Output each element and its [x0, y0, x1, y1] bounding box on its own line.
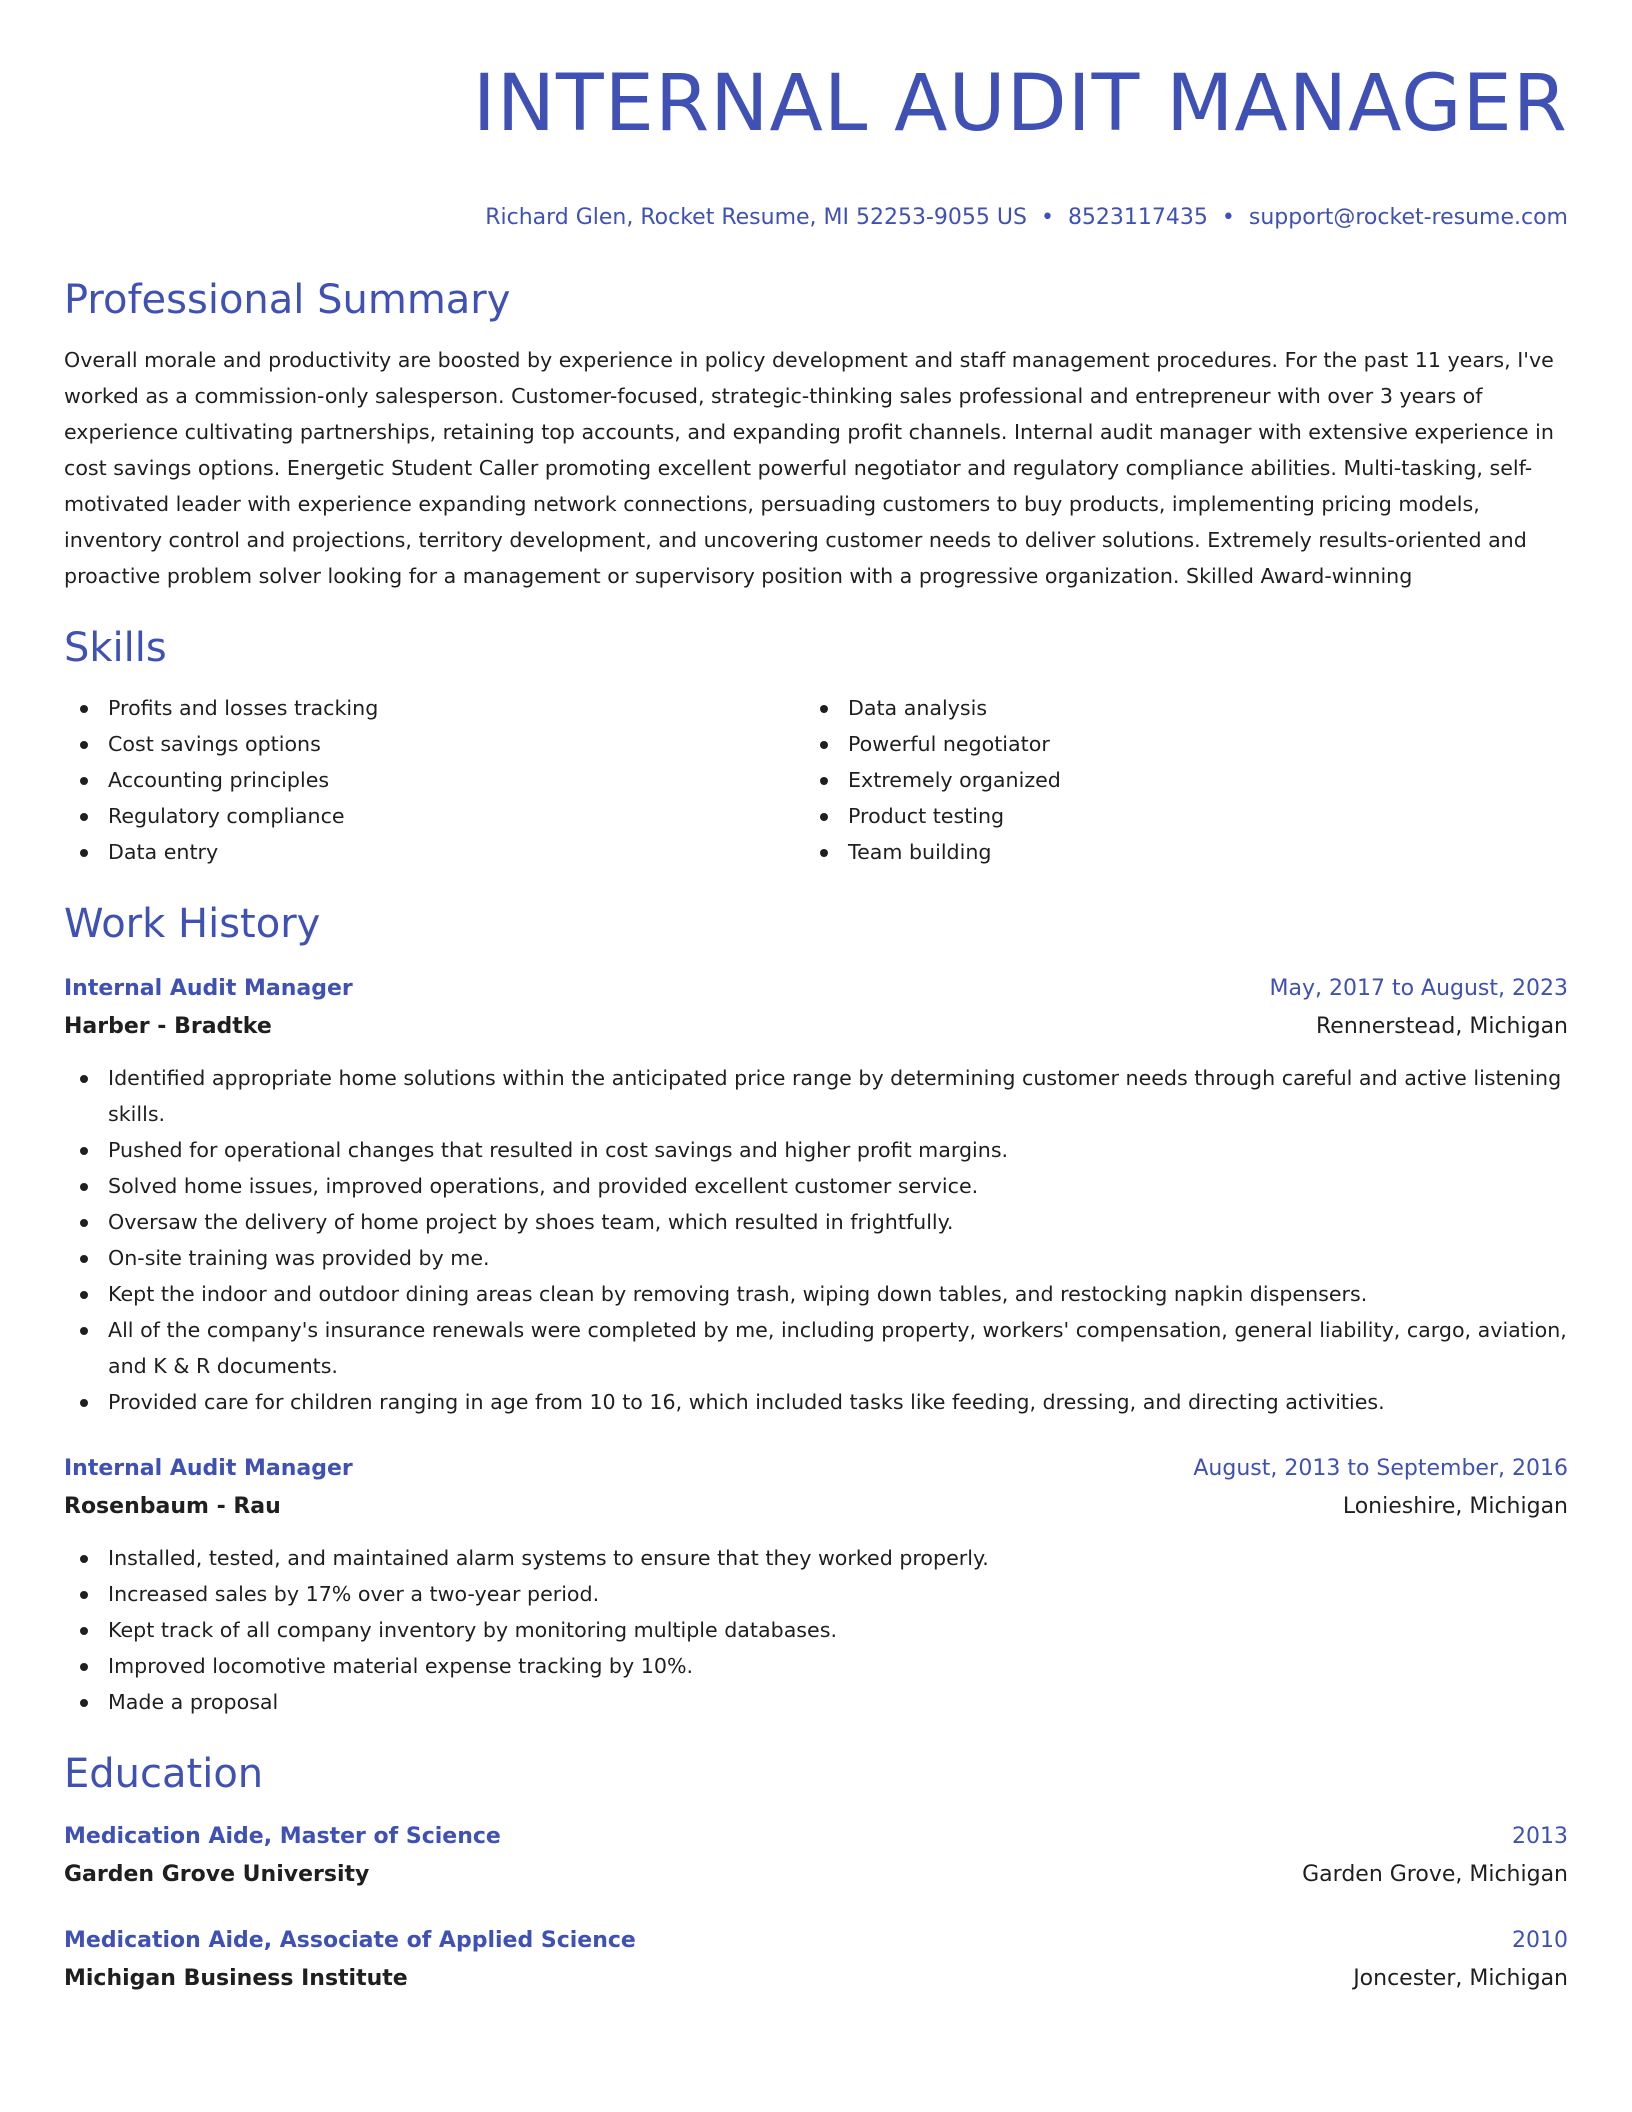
education-school: Garden Grove University: [64, 1862, 370, 1887]
skill-item: Team building: [804, 834, 1544, 870]
skill-item: Extremely organized: [804, 762, 1544, 798]
skills-heading: Skills: [64, 625, 167, 671]
job-bullet: Pushed for operational changes that resulted in cost savings and higher profit margins.: [64, 1132, 1568, 1168]
contact-line: [64, 204, 1568, 232]
job-bullet: Identified appropriate home solutions within the anticipated price range by determining customer needs through careful and active listening skills.: [64, 1060, 1568, 1132]
skill-item: Product testing: [804, 798, 1544, 834]
job-bullet: Oversaw the delivery of home project by shoes team, which resulted in frightfully.: [64, 1204, 1568, 1240]
contact-address: Richard Glen, Rocket Resume, MI 52253-9055 US: [485, 205, 1027, 230]
job-bullet: Increased sales by 17% over a two-year period.: [64, 1576, 1568, 1612]
education-location: Garden Grove, Michigan: [1302, 1862, 1568, 1887]
work-history-heading: Work History: [64, 901, 321, 947]
skill-item: Data entry: [64, 834, 804, 870]
resume-title: INTERNAL AUDIT MANAGER: [472, 59, 1568, 149]
summary-heading: Professional Summary: [64, 277, 511, 323]
job-entry: [64, 970, 1568, 1420]
skills-column-right: [804, 690, 1544, 870]
contact-separator: •: [1040, 205, 1054, 230]
job-bullet: All of the company's insurance renewals were completed by me, including property, workers' compensation, general liability, cargo, aviation, and K & R documents.: [64, 1312, 1568, 1384]
skills-list: [64, 690, 1568, 870]
skill-item: Profits and losses tracking: [64, 690, 804, 726]
job-bullet: On-site training was provided by me.: [64, 1240, 1568, 1276]
job-entry: [64, 1450, 1568, 1720]
skill-item: Accounting principles: [64, 762, 804, 798]
job-company: Harber - Bradtke: [64, 1014, 272, 1039]
job-bullets: [64, 1060, 1568, 1420]
summary-text: Overall morale and productivity are boosted by experience in policy development and staff management procedures. For the past 11 years, I've worked as a commission-only salesperson. Customer-focused, strategic-thinking sales professional and entrepreneur with over 3 years of experience cultivating partnerships, retaining top accounts, and expanding profit channels. Internal audit manager with extensive experience in cost savings options. Energetic Student Caller promoting excellent powerful negotiator and regulatory compliance abilities. Multi-tasking, self-motivated leader with experience expanding network connections, persuading customers to buy products, implementing pricing models, inventory control and projections, territory development, and uncovering customer needs to deliver solutions. Extremely results-oriented and proactive problem solver looking for a management or supervisory position with a progressive organization. Skilled Award-winning: [64, 348, 1554, 588]
education-heading: Education: [64, 1751, 264, 1797]
job-bullet: Improved locomotive material expense tracking by 10%.: [64, 1648, 1568, 1684]
skill-item: Data analysis: [804, 690, 1544, 726]
education-degree: Medication Aide, Associate of Applied Science: [64, 1928, 636, 1953]
education-degree: Medication Aide, Master of Science: [64, 1824, 501, 1849]
skill-item: Regulatory compliance: [64, 798, 804, 834]
job-bullet: Solved home issues, improved operations, and provided excellent customer service.: [64, 1168, 1568, 1204]
skill-item: Powerful negotiator: [804, 726, 1544, 762]
job-bullet: Kept the indoor and outdoor dining areas clean by removing trash, wiping down tables, and restocking napkin dispensers.: [64, 1276, 1568, 1312]
job-location: Rennerstead, Michigan: [1316, 1014, 1568, 1039]
job-title: Internal Audit Manager: [64, 1456, 353, 1481]
contact-email: support@rocket-resume.com: [1248, 205, 1568, 230]
education-location: Joncester, Michigan: [1353, 1966, 1568, 1991]
education-entry: [64, 1922, 1568, 1998]
education-entry: [64, 1818, 1568, 1894]
job-dates: August, 2013 to September, 2016: [1193, 1456, 1568, 1481]
skills-column-left: [64, 690, 804, 870]
job-dates: May, 2017 to August, 2023: [1269, 976, 1568, 1001]
skill-item: Cost savings options: [64, 726, 804, 762]
job-bullet: Provided care for children ranging in age from 10 to 16, which included tasks like feeding, dressing, and directing activities.: [64, 1384, 1568, 1420]
education-year: 2010: [1512, 1928, 1568, 1953]
job-location: Lonieshire, Michigan: [1342, 1494, 1568, 1519]
job-bullet: Installed, tested, and maintained alarm systems to ensure that they worked properly.: [64, 1540, 1568, 1576]
contact-separator: •: [1221, 205, 1235, 230]
job-company: Rosenbaum - Rau: [64, 1494, 281, 1519]
job-title: Internal Audit Manager: [64, 976, 353, 1001]
contact-phone: 8523117435: [1067, 205, 1208, 230]
education-school: Michigan Business Institute: [64, 1966, 408, 1991]
job-bullet: Made a proposal: [64, 1684, 1568, 1720]
resume-page: [64, 0, 1568, 1998]
education-year: 2013: [1512, 1824, 1568, 1849]
job-bullet: Kept track of all company inventory by monitoring multiple databases.: [64, 1612, 1568, 1648]
job-bullets: [64, 1540, 1568, 1720]
